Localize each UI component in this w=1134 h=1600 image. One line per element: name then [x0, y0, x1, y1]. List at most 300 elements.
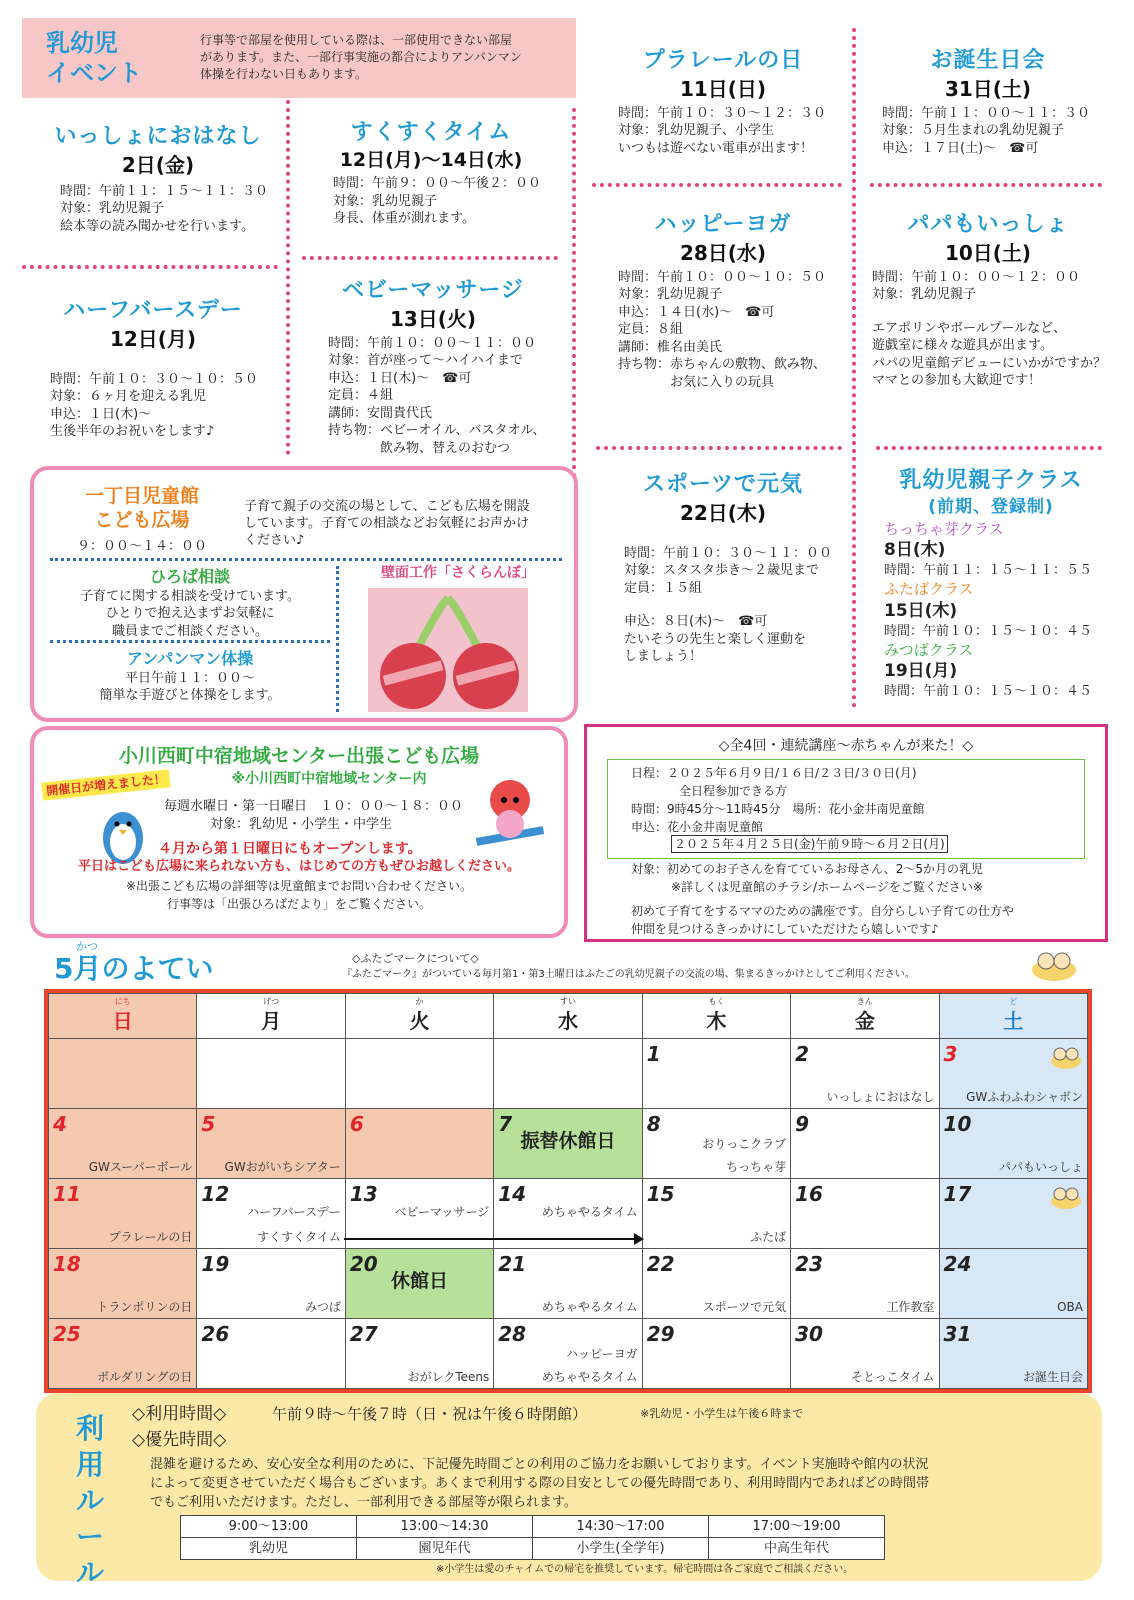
priority-line: でもご利用いただけます。ただし、一部利用できる部屋等が限られます。 [150, 1495, 577, 1510]
calendar-cell [345, 1249, 493, 1319]
outreach-note: 行事等は「出張ひろばだより」をご覧ください。 [166, 897, 431, 911]
cell-event: ベビーマッサージ [394, 1204, 490, 1219]
detail-line: 対象：５月生まれの乳幼児親子 [882, 123, 1065, 139]
day-number: 16 [795, 1182, 823, 1206]
day-number: 3 [943, 1042, 958, 1066]
day-number: 17 [943, 1182, 972, 1206]
event-title: パパもいっしょ [907, 212, 1069, 237]
class-name: ちっちゃ芽クラス [884, 519, 1004, 538]
detail-line: 講師：安間貴代氏 [328, 405, 433, 421]
detail-line: 飲み物、替えのおむつ [328, 440, 511, 456]
detail-line: たいそうの先生と楽しく運動を [624, 631, 807, 647]
event-date: 31日(土) [944, 76, 1032, 101]
detail-line: 申込：１日(木)〜 ☎可 [328, 370, 472, 386]
hiroba-hours: ９：００〜１４：００ [76, 539, 207, 554]
event-details [624, 545, 848, 666]
calendar-cell [642, 1109, 790, 1179]
detail-line: 時間：午前１０：００〜１２：００ [872, 269, 1081, 285]
hiroba-desc [244, 498, 530, 549]
event-sukusuku [300, 118, 562, 228]
cell-event: スポーツで元気 [702, 1299, 787, 1314]
calendar [44, 989, 1092, 1393]
course-line: 全日程参加できる方 [679, 784, 788, 798]
event-sports [598, 470, 848, 666]
closed-label: 振替休館日 [520, 1130, 616, 1152]
detail-line: 時間：午前１０：００〜１１：００ [328, 335, 537, 351]
weekday-row [49, 994, 1088, 1039]
calendar-week [49, 1249, 1088, 1319]
range-arrow-head [634, 1233, 644, 1245]
bird-icon [472, 774, 548, 856]
detail-line: 定員：４組 [328, 388, 394, 404]
detail-line: ママとの参加も大歓迎です！ [872, 373, 1042, 389]
twins-icon [1030, 946, 1078, 988]
soudan-line: 職員までご相談ください。 [111, 623, 268, 639]
detail-line: 申込：１日(木)〜 [50, 406, 152, 422]
weekday-sun [49, 994, 197, 1039]
divider [302, 256, 558, 260]
priority-line: 混雑を避けるため、安心安全な利用のために、下記優先時間ごとの利用のご協力をお願いしております。イベント実施時や館内の状況 [150, 1457, 929, 1472]
weekday-label: 木 [706, 1008, 727, 1033]
outreach-target: 対象：乳幼児・小学生・中学生 [210, 817, 393, 832]
event-class [876, 466, 1106, 701]
soudan-block [50, 566, 330, 640]
cell-event: プラレールの日 [108, 1229, 193, 1244]
cell-event: めちゃやるタイム [541, 1369, 638, 1384]
day-number: 2 [795, 1042, 810, 1066]
event-subtitle: (前期、登録制) [928, 496, 1054, 517]
hiroba-title-line2: こども広場 [94, 509, 190, 531]
event-title: ハーフバースデー [63, 298, 243, 323]
detail-line: 対象：乳幼児親子 [618, 287, 723, 303]
divider [852, 28, 856, 708]
detail-line: 申込：１４日(水)〜 ☎可 [618, 304, 775, 320]
detail-line: パパの児童館デビューにいかがですか？ [872, 355, 1107, 371]
course-panel [584, 724, 1108, 942]
detail-line [872, 304, 1110, 320]
detail-line: 対象：６ヶ月を迎える乳児 [50, 389, 207, 405]
soudan-line: 子育てに関する相談を受けています。 [80, 588, 300, 604]
detail-line: 生後半年のお祝いをします♪ [50, 424, 215, 440]
cell-event: おりっこクラブ [702, 1136, 787, 1151]
header-note-line1: 行事等で部屋を使用している際は、一部使用できない部屋 [200, 33, 513, 47]
course-line: ２０２５年４月２５日(金)午前９時〜６月２日(月) [671, 835, 948, 853]
course-line: 申込：花小金井南児童館 [631, 820, 764, 834]
cell-event: パパもいっしょ [998, 1159, 1083, 1174]
calendar-cell [939, 1319, 1087, 1389]
cell-event: いっしょにおはなし [826, 1089, 935, 1104]
weekday-mon [197, 994, 345, 1039]
weekday-ruby: もく [708, 997, 725, 1007]
divider [286, 100, 290, 455]
day-number: 8 [646, 1112, 661, 1136]
calendar-cell [642, 1319, 790, 1389]
event-title: ハッピーヨガ [654, 212, 792, 237]
calendar-cell [939, 1249, 1087, 1319]
calendar-week [49, 1319, 1088, 1389]
cell-event: GWスーパーボール [88, 1159, 193, 1174]
twins-icon [1049, 1043, 1083, 1075]
event-details [50, 371, 276, 441]
day-number: 31 [943, 1322, 972, 1346]
day-number: 23 [795, 1252, 823, 1276]
anpan-line: 簡単な手遊びと体操をします。 [99, 688, 281, 704]
course-line: 時間：9時45分〜11時45分 場所：花小金井南児童館 [631, 802, 925, 816]
detail-line: 対象：首が座って〜ハイハイまで [328, 353, 523, 369]
futago-note: 『ふたごマーク』がついている毎月第1・第3土曜日はふたごの乳幼児親子の交流の場、集まるきっかけとしてご利用ください。 [342, 969, 915, 980]
event-date: 11日(日) [679, 76, 767, 101]
cell-event: お誕生日会 [1022, 1369, 1083, 1384]
cell-event: トランポリンの日 [96, 1299, 193, 1314]
priority-group: 中高生年代 [709, 1538, 885, 1560]
class-name: みつばクラス [884, 641, 974, 660]
day-number: 28 [498, 1322, 527, 1346]
event-massage [302, 276, 564, 458]
header-title-line1: 乳幼児 [46, 29, 118, 57]
event-details [618, 269, 848, 392]
hiroba-panel [30, 466, 578, 722]
day-number: 6 [349, 1112, 364, 1136]
event-date: 12日(月) [109, 326, 197, 351]
day-number: 30 [795, 1322, 823, 1346]
header-note [200, 32, 522, 83]
closed-label: 休館日 [391, 1270, 449, 1292]
calendar-cell [197, 1179, 345, 1249]
outreach-schedule: 毎週水曜日・第一日曜日 １０：００〜１８：００ [164, 799, 464, 814]
calendar-cell [49, 1109, 197, 1179]
priority-time: 9:00〜13:00 [181, 1516, 357, 1538]
event-title: すくすくタイム [350, 120, 512, 145]
cell-event: ボルダリングの日 [97, 1369, 193, 1384]
priority-label: ◇優先時間◇ [132, 1430, 227, 1450]
day-number: 7 [498, 1112, 513, 1136]
cell-event: ハーフバースデー [247, 1204, 341, 1219]
cell-event: みつば [305, 1299, 341, 1314]
header-note-line2: があります。また、一部行事実施の都合によりアンパンマン [200, 50, 522, 64]
priority-text [150, 1455, 929, 1512]
outreach-note: 平日はこども広場に来られない方も、はじめての方もぜひお越しください。 [77, 859, 520, 874]
calendar-cell [49, 1319, 197, 1389]
detail-line: 時間：午前１０：３０〜１２：３０ [618, 105, 827, 121]
detail-line: 定員：１５組 [624, 580, 703, 596]
event-plarail [598, 46, 848, 157]
event-details [328, 335, 564, 458]
event-date: 10日(土) [944, 240, 1032, 265]
day-number: 1 [646, 1042, 661, 1066]
calendar-cell [494, 1109, 642, 1179]
event-date: 22日(木) [679, 500, 767, 525]
day-number: 14 [498, 1182, 527, 1206]
day-number: 9 [795, 1112, 810, 1136]
calendar-cell [345, 1319, 493, 1389]
cherry-craft-image [368, 588, 528, 712]
rules-panel [36, 1393, 1102, 1589]
detail-line: 時間：午前９：００〜午後２：００ [333, 176, 542, 192]
event-papa [866, 210, 1110, 390]
day-number: 25 [53, 1322, 81, 1346]
calendar-cell [791, 1249, 939, 1319]
day-number: 27 [349, 1322, 378, 1346]
divider [596, 446, 842, 450]
priority-group: 乳幼児 [181, 1538, 357, 1560]
divider [870, 183, 1102, 187]
detail-line [624, 597, 848, 613]
outreach-badge: 開催日が増えました！ [41, 769, 170, 800]
cell-event: めちゃやるタイム [541, 1299, 638, 1314]
cell-event: ハッピーヨガ [566, 1346, 638, 1361]
craft-title: 壁面工作「さくらんぼ」 [381, 565, 535, 581]
cell-event: OBA [1057, 1299, 1083, 1314]
event-yoga [598, 210, 848, 392]
calendar-cell [791, 1109, 939, 1179]
calendar-cell [345, 1109, 493, 1179]
cell-event: ふたば [750, 1229, 787, 1244]
calendar-cell [197, 1109, 345, 1179]
calendar-cell-empty [494, 1039, 642, 1109]
day-number: 22 [646, 1252, 675, 1276]
detail-line: お気に入りの玩具 [618, 374, 775, 390]
weekday-label: 月 [261, 1008, 282, 1033]
cell-event: ちっちゃ芽 [726, 1159, 787, 1174]
class-chicchame [884, 519, 1106, 580]
calendar-title-ruby: かつ [76, 940, 98, 953]
detail-line: 対象：乳幼児親子、小学生 [618, 123, 775, 139]
calendar-cell [642, 1249, 790, 1319]
class-date: 19日(月) [884, 661, 958, 682]
class-date: 8日(木) [884, 539, 946, 560]
weekday-tue [345, 994, 493, 1039]
calendar-cell [791, 1319, 939, 1389]
class-date: 15日(木) [884, 600, 958, 621]
course-line: 対象：初めてのお子さんを育てているお母さん、2〜5か月の乳児 [631, 862, 983, 876]
calendar-cell [791, 1179, 939, 1249]
twins-icon [1049, 1183, 1083, 1215]
anpan-title: アンパンマン体操 [126, 649, 254, 668]
event-issho [40, 122, 276, 235]
detail-line: 講師：椎名由美氏 [618, 339, 723, 355]
outreach-panel [30, 726, 568, 938]
priority-times-row [181, 1516, 885, 1538]
outreach-subtitle: ※小川西町中宿地域センター内 [231, 771, 427, 787]
calendar-cell [939, 1179, 1087, 1249]
soudan-title: ひろば相談 [149, 567, 230, 586]
day-number: 10 [943, 1112, 972, 1136]
cell-event: おがレクTeens [407, 1369, 490, 1384]
hours-note: ※乳幼児・小学生は午後６時まで [640, 1407, 804, 1420]
weekday-wed [494, 994, 642, 1039]
range-arrow [344, 1238, 634, 1240]
day-number: 24 [943, 1252, 972, 1276]
course-line: 仲間を見つけるきっかけにしていただけたら嬉しいです♪ [631, 922, 939, 936]
anpan-block [50, 648, 330, 705]
detail-line: 時間：午前１０：００〜１０：５０ [618, 269, 827, 285]
day-number: 19 [201, 1252, 230, 1276]
calendar-cell-empty [345, 1039, 493, 1109]
event-date: 12日(月)〜14日(水) [339, 148, 523, 171]
detail-line: 時間：午前１１：１５〜１１：３０ [60, 183, 269, 199]
class-mitsuba [884, 640, 1106, 701]
detail-line: 時間：午前１０：３０〜１１：００ [624, 545, 833, 561]
day-number: 20 [349, 1252, 378, 1276]
detail-line: 対象：スタスタ歩き〜２歳児まで [624, 563, 820, 579]
weekday-ruby: か [415, 997, 424, 1007]
hours-text: 午前９時〜午後７時（日・祝は午後６時閉館） [272, 1405, 588, 1423]
detail-line: 持ち物：赤ちゃんの敷物、飲み物、 [618, 357, 827, 373]
weekday-label: 水 [557, 1008, 578, 1033]
event-title: スポーツで元気 [642, 472, 804, 497]
weekday-label: 火 [409, 1008, 430, 1033]
day-number: 29 [646, 1322, 675, 1346]
detail-line: 定員：８組 [618, 322, 684, 338]
divider [50, 640, 330, 643]
detail-line: 対象：乳幼児親子 [872, 287, 977, 303]
event-title: 乳幼児親子クラス [899, 468, 1083, 493]
event-title: ベビーマッサージ [342, 278, 524, 303]
detail-line: 申込：１７日(土)〜 ☎可 [882, 140, 1039, 156]
calendar-cell [939, 1109, 1087, 1179]
divider [876, 446, 1102, 450]
calendar-cell [49, 1249, 197, 1319]
calendar-cell-empty [197, 1039, 345, 1109]
calendar-week [49, 1039, 1088, 1109]
detail-line: 持ち物：ベビーオイル、バスタオル、 [328, 423, 546, 439]
divider [50, 558, 562, 561]
cell-event: GWふわふわシャボン [966, 1089, 1083, 1104]
event-details [882, 105, 1106, 158]
day-number: 21 [498, 1252, 527, 1276]
weekday-ruby: にち [114, 997, 131, 1007]
weekday-ruby: すい [559, 997, 576, 1007]
hiroba-title [52, 484, 232, 532]
hiroba-title-line1: 一丁目児童館 [84, 485, 199, 507]
detail-line: 身長、体重が測れます。 [333, 211, 475, 227]
priority-time: 14:30〜17:00 [533, 1516, 709, 1538]
day-number: 5 [201, 1112, 216, 1136]
calendar-table [48, 993, 1088, 1389]
event-details [60, 183, 276, 236]
event-title: いっしょにおはなし [54, 124, 262, 149]
hours-label: ◇利用時間◇ [132, 1404, 227, 1424]
detail-line: エアポリンやボールプールなど、 [872, 320, 1067, 336]
header-note-line3: 体操を行わない日もあります。 [200, 67, 368, 81]
outreach-title: 小川西町中宿地域センター出張こども広場 [118, 745, 480, 767]
detail-line: 絵本等の読み聞かせを行います。 [60, 218, 254, 234]
cell-event: 工作教室 [886, 1299, 935, 1314]
calendar-cell [939, 1039, 1087, 1109]
class-time: 時間：午前１１：１５〜１１：５５ [884, 562, 1093, 578]
course-line: 日程：２０２５年６月９日/１６日/２３日/３０日(月) [631, 766, 917, 780]
calendar-cell [494, 1249, 642, 1319]
calendar-cell [197, 1249, 345, 1319]
cherry-icon [368, 588, 528, 712]
weekday-fri [791, 994, 939, 1039]
event-date: 13日(火) [389, 306, 477, 331]
class-futaba [884, 579, 1106, 640]
event-title: お誕生日会 [930, 48, 1046, 73]
weekday-ruby: げつ [263, 997, 280, 1007]
rules-footnote: ※小学生は愛のチャイムでの帰宅を推奨しています。帰宅時間は各ご家庭でご相談ください。 [436, 1564, 854, 1575]
priority-line: によって変更させていただく場合もございます。あくまで利用する際の目安としての優先時間であり、利用時間内であればどの時間帯 [150, 1476, 929, 1491]
priority-groups-row [181, 1538, 885, 1560]
priority-table [180, 1515, 885, 1560]
class-time: 時間：午前１０：１５〜１０：４５ [884, 684, 1093, 700]
outreach-note: ※出張こども広場の詳細等は児童館までお問い合わせください。 [125, 879, 473, 893]
calendar-cell [642, 1179, 790, 1249]
class-time: 時間：午前１０：１５〜１０：４５ [884, 623, 1093, 639]
weekday-sat [939, 994, 1087, 1039]
day-number: 13 [349, 1182, 378, 1206]
detail-line: 時間：午前１１：００〜１１：３０ [882, 105, 1091, 121]
calendar-week [49, 1109, 1088, 1179]
desc-line: ください♪ [244, 533, 305, 548]
weekday-thu [642, 994, 790, 1039]
course-line: ※詳しくは児童館のチラシ/ホームページをご覧ください※ [671, 880, 983, 894]
weekday-ruby: ど [1009, 997, 1018, 1007]
detail-line: 対象：乳幼児親子 [60, 201, 165, 217]
header-title [46, 28, 142, 88]
course-title: ◇全4回・連続講座〜赤ちゃんが来た！◇ [718, 738, 974, 754]
cell-event: GWおがいちシアター [224, 1159, 341, 1174]
event-halfbirthday [30, 296, 276, 441]
desc-line: 子育て親子の交流の場として、こども広場を開設 [244, 499, 530, 514]
soudan-line: ひとりで抱え込まずお気軽に [105, 606, 275, 622]
event-title: プラレールの日 [642, 48, 804, 73]
event-date: 28日(水) [679, 240, 767, 265]
anpan-line: 平日午前１１：００〜 [124, 670, 255, 686]
event-details [872, 269, 1110, 390]
rules-side-title: 利用ルール [76, 1412, 105, 1589]
day-number: 12 [201, 1182, 230, 1206]
priority-time: 13:00〜14:30 [357, 1516, 533, 1538]
detail-line: 時間：午前１０：３０〜１０：５０ [50, 371, 259, 387]
calendar-cell [197, 1319, 345, 1389]
cell-event: そとっこタイム [851, 1369, 935, 1384]
desc-line: しています。子育ての相談などお気軽にお声かけ [244, 516, 529, 531]
futago-note-title: ◇ふたごマークについて◇ [352, 952, 479, 965]
day-number: 11 [53, 1182, 81, 1206]
divider [592, 183, 842, 187]
day-number: 18 [53, 1252, 81, 1276]
divider [22, 265, 278, 269]
detail-line: 対象：乳幼児親子 [333, 193, 438, 209]
divider [336, 566, 339, 712]
priority-group: 小学生(全学年) [533, 1538, 709, 1560]
event-details [333, 175, 562, 228]
detail-line: しましょう！ [624, 649, 703, 665]
events-header [22, 18, 576, 98]
calendar-cell [49, 1179, 197, 1249]
calendar-title: 5月のよてい [54, 952, 214, 985]
calendar-cell [791, 1039, 939, 1109]
weekday-label: 土 [1003, 1008, 1024, 1033]
calendar-cell [494, 1319, 642, 1389]
class-name: ふたばクラス [884, 580, 974, 599]
calendar-cell [642, 1039, 790, 1109]
weekday-label: 金 [854, 1008, 875, 1033]
weekday-ruby: きん [856, 997, 873, 1007]
course-line: 初めて子育てをするママのための講座です。自分らしい子育ての仕方や [631, 904, 1015, 918]
outreach-note: ４月から第１日曜日にもオープンします。 [158, 841, 422, 857]
day-number: 4 [53, 1112, 67, 1136]
event-date: 2日(金) [121, 152, 195, 177]
cell-event: すくすくタイム [257, 1229, 341, 1244]
cell-event: めちゃやるタイム [541, 1204, 638, 1219]
detail-line: いつもは遊べない電車が出ます！ [618, 140, 814, 156]
event-birthday [870, 46, 1106, 157]
day-number: 26 [201, 1322, 230, 1346]
priority-time: 17:00〜19:00 [709, 1516, 885, 1538]
event-details [618, 105, 848, 158]
